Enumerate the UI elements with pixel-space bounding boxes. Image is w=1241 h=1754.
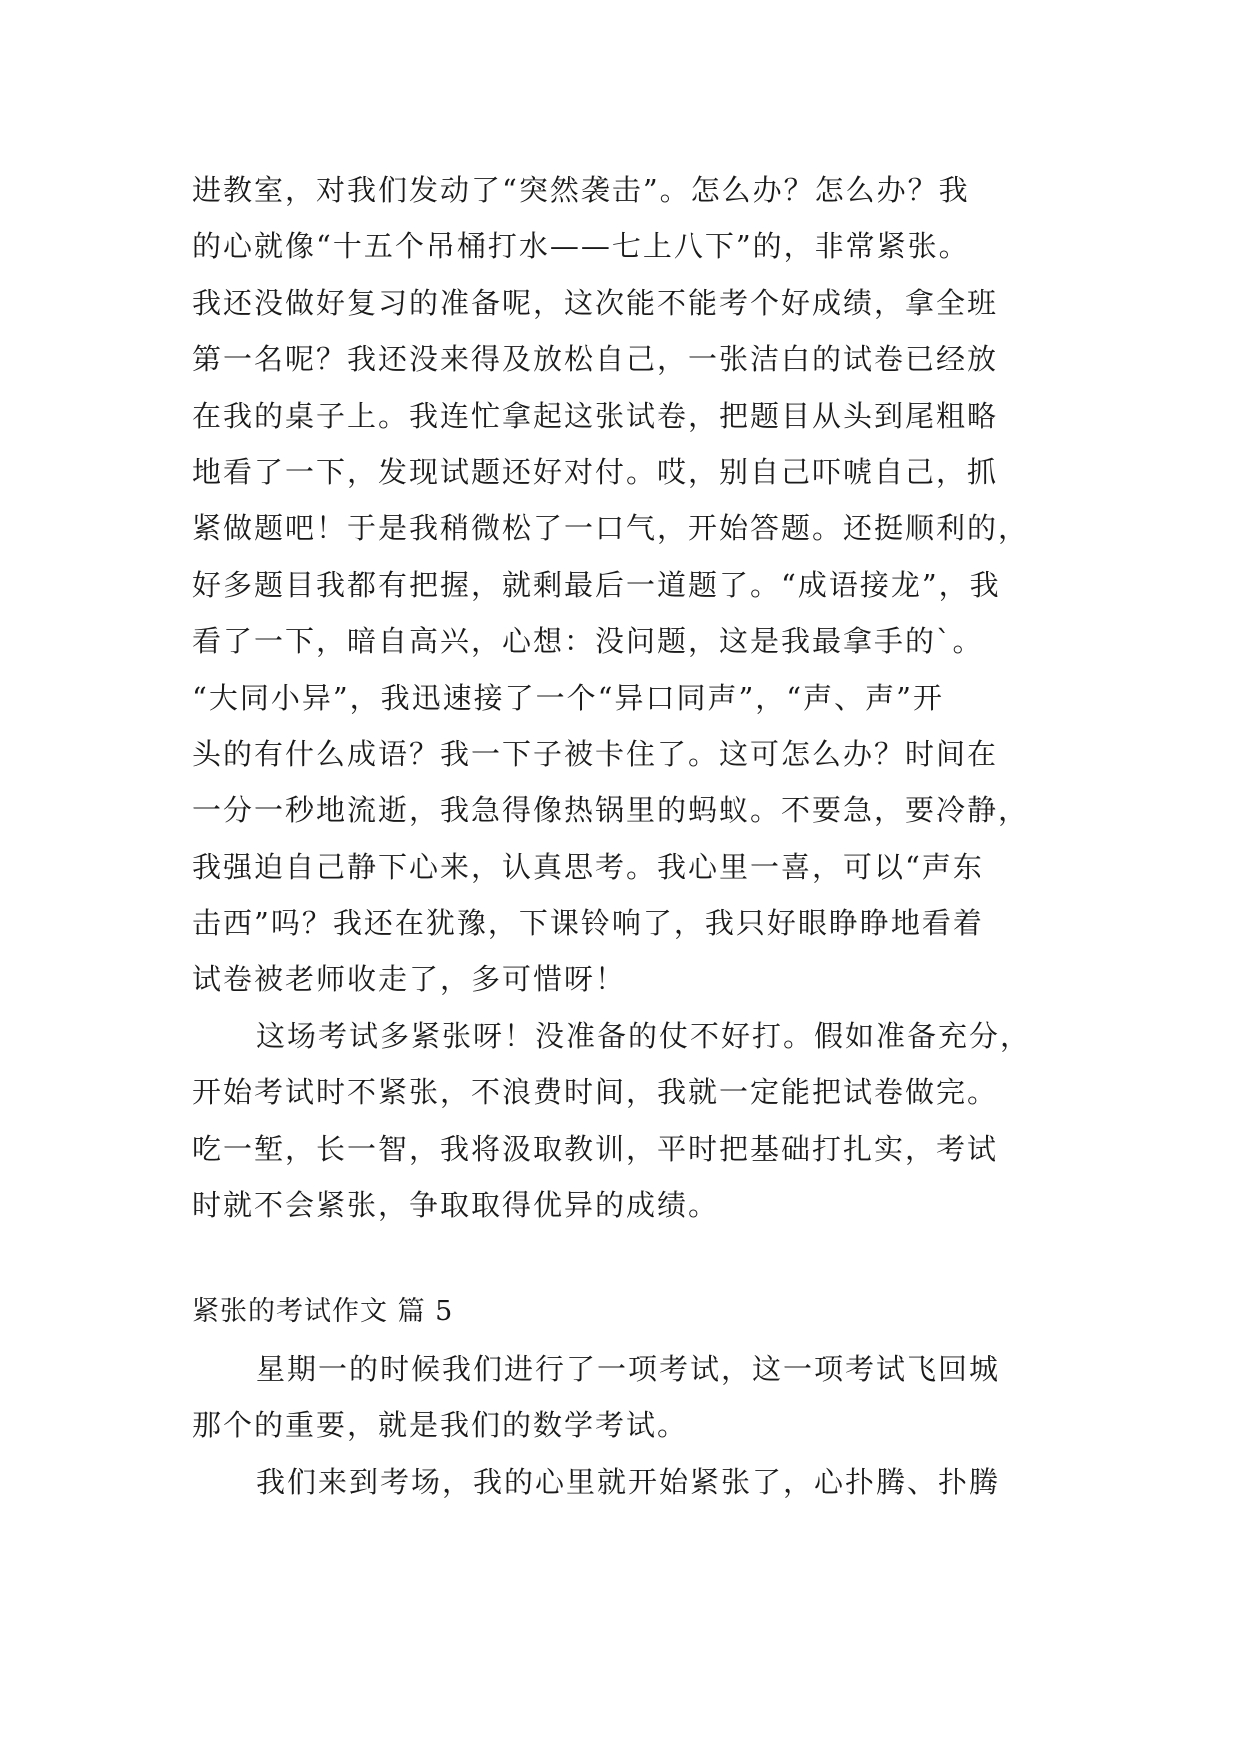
- text-line: 我还没做好复习的准备呢，这次能不能考个好成绩，拿全班: [192, 285, 999, 320]
- paragraph-conclusion: [192, 1008, 1072, 1234]
- text-line: 那个的重要，就是我们的数学考试。: [192, 1408, 689, 1443]
- text-line: 一分一秒地流逝，我急得像热锅里的蚂蚁。不要急，要冷静，: [192, 793, 1030, 828]
- text-line: 地看了一下，发现试题还好对付。哎，别自己吓唬自己，抓: [192, 454, 999, 489]
- paragraph-exam-story: [192, 162, 1072, 1008]
- text-line: 星期一的时候我们进行了一项考试，这一项考试飞回城: [256, 1351, 1001, 1386]
- text-line: 试卷被老师收走了，多可惜呀！: [192, 962, 627, 997]
- text-line: 第一名呢？我还没来得及放松自己，一张洁白的试卷已经放: [192, 342, 999, 377]
- text-line: 紧做题吧！于是我稍微松了一口气，开始答题。还挺顺利的，: [192, 511, 1030, 546]
- text-line: 我们来到考场，我的心里就开始紧张了，心扑腾、扑腾: [256, 1464, 1001, 1499]
- text-line: 头的有什么成语？我一下子被卡住了。这可怎么办？时间在: [192, 736, 999, 771]
- text-line: 时就不会紧张，争取取得优异的成绩。: [192, 1188, 720, 1223]
- text-line: 看了一下，暗自高兴，心想：没问题，这是我最拿手的`。: [192, 624, 984, 659]
- text-line: “大同小异”，我迅速接了一个“异口同声”，“声、声”开: [192, 680, 944, 715]
- text-line: 我强迫自己静下心来，认真思考。我心里一喜，可以“声东: [192, 849, 984, 884]
- paragraph-monday-exam: [192, 1341, 1072, 1454]
- text-line: 开始考试时不紧张，不浪费时间，我就一定能把试卷做完。: [192, 1075, 999, 1110]
- paragraph-exam-room: [192, 1454, 1072, 1510]
- essay-heading: 紧张的考试作文 篇 5: [192, 1296, 454, 1328]
- text-line: 吃一堑，长一智，我将汲取教训，平时把基础打扎实，考试: [192, 1131, 999, 1166]
- text-line: 这场考试多紧张呀！没准备的仗不好打。假如准备充分，: [256, 1018, 1032, 1053]
- text-line: 好多题目我都有把握，就剩最后一道题了。“成语接龙”，我: [192, 567, 1001, 602]
- text-line: 在我的桌子上。我连忙拿起这张试卷，把题目从头到尾粗略: [192, 398, 999, 433]
- text-line: 的心就像“十五个吊桶打水——七上八下”的，非常紧张。: [192, 229, 970, 264]
- text-line: 击西”吗？我还在犹豫，下课铃响了，我只好眼睁睁地看着: [192, 906, 984, 941]
- text-line: 进教室，对我们发动了“突然袭击”。怎么办？怎么办？我: [192, 173, 970, 207]
- text-column: [192, 162, 1072, 1510]
